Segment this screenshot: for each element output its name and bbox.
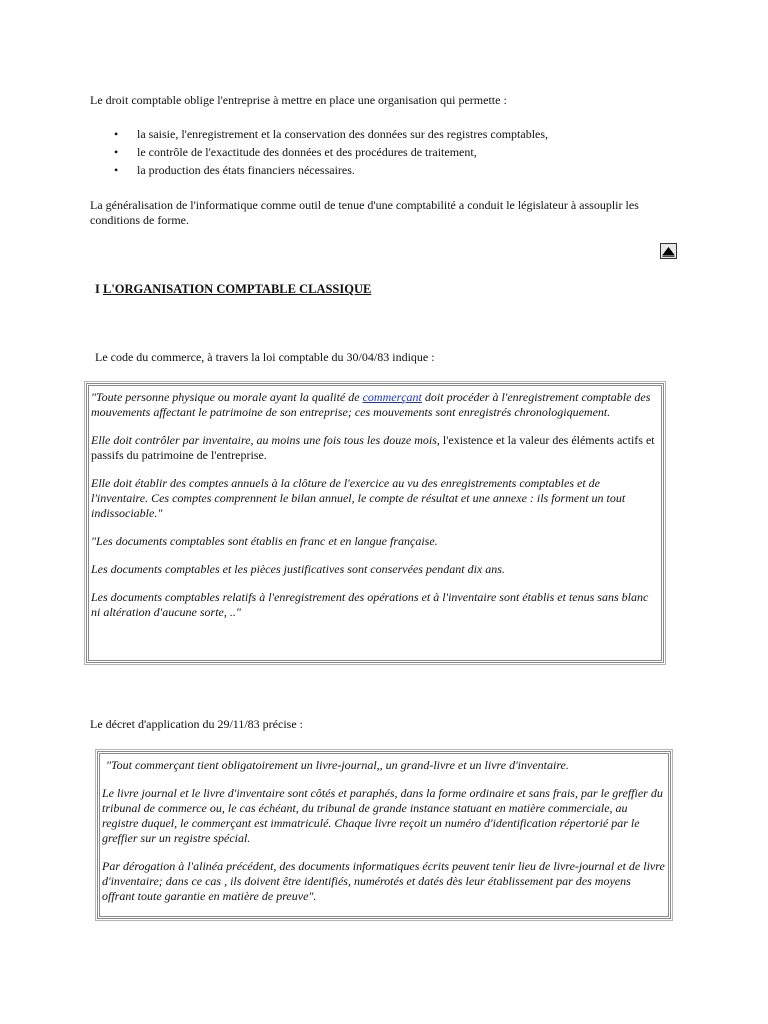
requirements-list	[92, 127, 692, 181]
list-item-text: la saisie, l'enregistrement et la conservation des données sur des registres comptables,	[137, 127, 549, 141]
commercant-link[interactable]: commerçant	[362, 390, 422, 404]
section-heading	[95, 282, 371, 297]
section-number: I	[95, 282, 100, 296]
informatique-paragraph: La généralisation de l'informatique comme outil de tenue d'une comptabilité a conduit le législateur à assouplir les conditions de forme.	[90, 198, 639, 227]
quote-paragraph	[91, 433, 659, 463]
list-item-text: la production des états financiers nécessaires.	[137, 163, 355, 177]
code-commerce-intro: Le code du commerce, à travers la loi comptable du 30/04/83 indique :	[95, 350, 435, 364]
quote-paragraph: Elle doit établir des comptes annuels à la clôture de l'exercice au vu des enregistrements comptables et de l'inventaire. Ces comptes comprennent le bilan annuel, le compte de résultat et une annexe : ils forment un tout indissociable."	[91, 476, 626, 520]
bullet-icon: •	[114, 127, 119, 141]
quote-box-decret	[97, 751, 671, 919]
quote-paragraph: Par dérogation à l'alinéa précédent, des documents informatiques écrits peuvent tenir lieu de livre-journal et de livre d'inventaire; dans ce cas , ils doivent être identifiés, numérotés et datés dès leur établissement par des moyens offrant toute garantie en matière de preuve".	[102, 859, 665, 903]
list-item	[92, 145, 692, 160]
list-item	[92, 163, 692, 178]
quote-paragraph: Le livre journal et le livre d'inventaire sont côtés et paraphés, dans la forme ordinaire et sans frais, par le greffier du tribunal de commerce ou, le cas échéant, du tribunal de grande instance statuant en matière commerciale, au registre duquel, le commerçant est immatriculé. Chaque livre reçoit un numéro d'identification répertorié par le greffier sur un registre spécial.	[102, 786, 663, 845]
back-to-top-button[interactable]	[660, 243, 677, 259]
bullet-icon: •	[114, 145, 119, 159]
intro-paragraph: Le droit comptable oblige l'entreprise à mettre en place une organisation qui permette :	[90, 93, 507, 107]
quote-box-code-commerce	[86, 383, 664, 663]
quote-text: "Toute personne physique ou morale ayant la qualité de	[91, 390, 363, 404]
quote-text: Elle doit contrôler par inventaire, au moins une fois tous les douze mois,	[91, 433, 440, 447]
quote-text: doit procéder à l'enregistrement comptable des mouvements affectant le patrimoine de son entreprise; ces mouvements sont enregistrés chronologiquement.	[91, 390, 651, 419]
quote-paragraph: "Les documents comptables sont établis en franc et en langue française.	[91, 534, 438, 548]
quote-paragraph: Les documents comptables relatifs à l'enregistrement des opérations et à l'inventaire sont établis et tenus sans blanc ni altération d'aucune sorte, .."	[91, 590, 649, 619]
decret-intro: Le décret d'application du 29/11/83 précise :	[90, 717, 303, 731]
section-title: L'ORGANISATION COMPTABLE CLASSIQUE	[103, 282, 372, 296]
arrow-up-icon	[662, 246, 675, 257]
list-item	[92, 127, 692, 142]
quote-paragraph: Les documents comptables et les pièces justificatives sont conservées pendant dix ans.	[91, 562, 505, 576]
quote-paragraph	[91, 390, 659, 420]
bullet-icon: •	[114, 163, 119, 177]
list-item-text: le contrôle de l'exactitude des données et des procédures de traitement,	[137, 145, 477, 159]
quote-text-normal: l'existence et la valeur des éléments actifs et passifs du patrimoine de l'entreprise.	[91, 433, 655, 462]
quote-paragraph: "Tout commerçant tient obligatoirement un livre-journal,, un grand-livre et un livre d'inventaire.	[106, 758, 569, 772]
